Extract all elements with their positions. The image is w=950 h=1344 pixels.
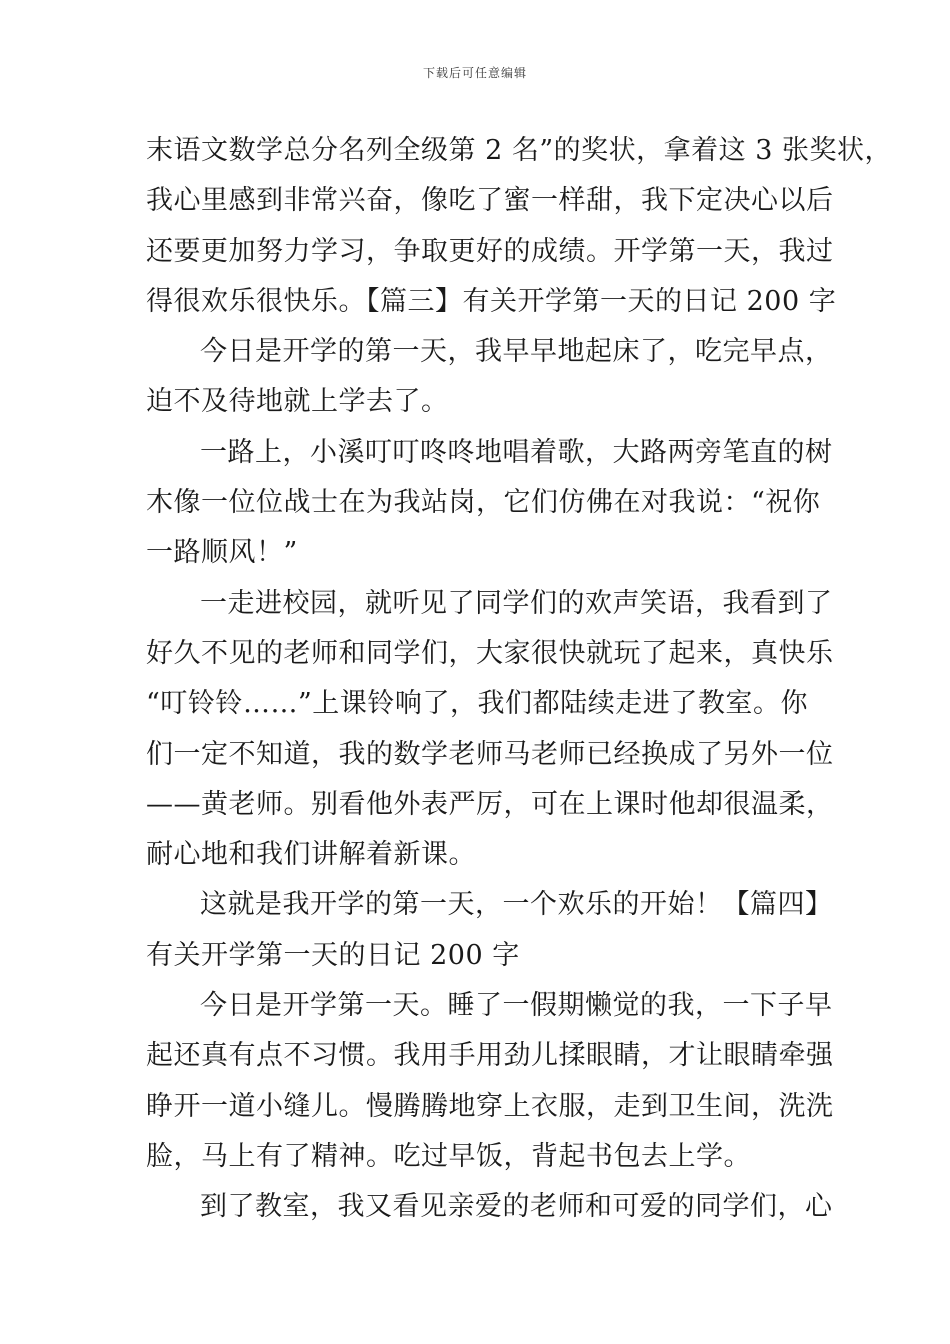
text-line: 有关开学第一天的日记 200 字 <box>146 939 520 971</box>
text-line: 还要更加努力学习，争取更好的成绩。开学第一天，我过 <box>146 235 834 267</box>
text-line: 到了教室，我又看见亲爱的老师和可爱的同学们，心 <box>200 1191 833 1223</box>
text-line: 脸，马上有了精神。吃过早饭，背起书包去上学。 <box>146 1140 751 1172</box>
text-line: 们一定不知道，我的数学老师马老师已经换成了另外一位 <box>146 738 834 770</box>
text-line: 好久不见的老师和同学们，大家很快就玩了起来，真快乐 <box>146 637 834 669</box>
text-line: 今日是开学第一天。睡了一假期懒觉的我，一下子早 <box>200 990 833 1022</box>
text-line: 今日是开学的第一天，我早早地起床了，吃完早点， <box>200 336 833 368</box>
text-line: 一路顺风！” <box>146 537 298 569</box>
text-line: 耐心地和我们讲解着新课。 <box>146 839 476 871</box>
text-line: 这就是我开学的第一天，一个欢乐的开始！【篇四】 <box>200 889 833 921</box>
text-line: 睁开一道小缝儿。慢腾腾地穿上衣服，走到卫生间，洗洗 <box>146 1090 834 1122</box>
document-body <box>146 126 892 1233</box>
text-line: 末语文数学总分名列全级第 2 名”的奖状，拿着这 3 张奖状， <box>146 135 892 166</box>
text-line: 木像一位位战士在为我站岗，它们仿佛在对我说：“祝你 <box>146 487 821 519</box>
text-line: 迫不及待地就上学去了。 <box>146 386 449 418</box>
text-line: “叮铃铃……”上课铃响了，我们都陆续走进了教室。你 <box>146 688 808 720</box>
text-line: 一路上，小溪叮叮咚咚地唱着歌，大路两旁笔直的树 <box>200 436 833 468</box>
text-line: ——黄老师。别看他外表严厉，可在上课时他却很温柔， <box>146 788 834 820</box>
text-line: 我心里感到非常兴奋，像吃了蜜一样甜，我下定决心以后 <box>146 185 834 217</box>
text-line: 得很欢乐很快乐。【篇三】有关开学第一天的日记 200 字 <box>146 285 837 317</box>
text-line: 一走进校园，就听见了同学们的欢声笑语，我看到了 <box>200 587 833 619</box>
text-line: 起还真有点不习惯。我用手用劲儿揉眼睛，才让眼睛牵强 <box>146 1040 834 1072</box>
page-header: 下载后可任意编辑 <box>422 66 527 80</box>
